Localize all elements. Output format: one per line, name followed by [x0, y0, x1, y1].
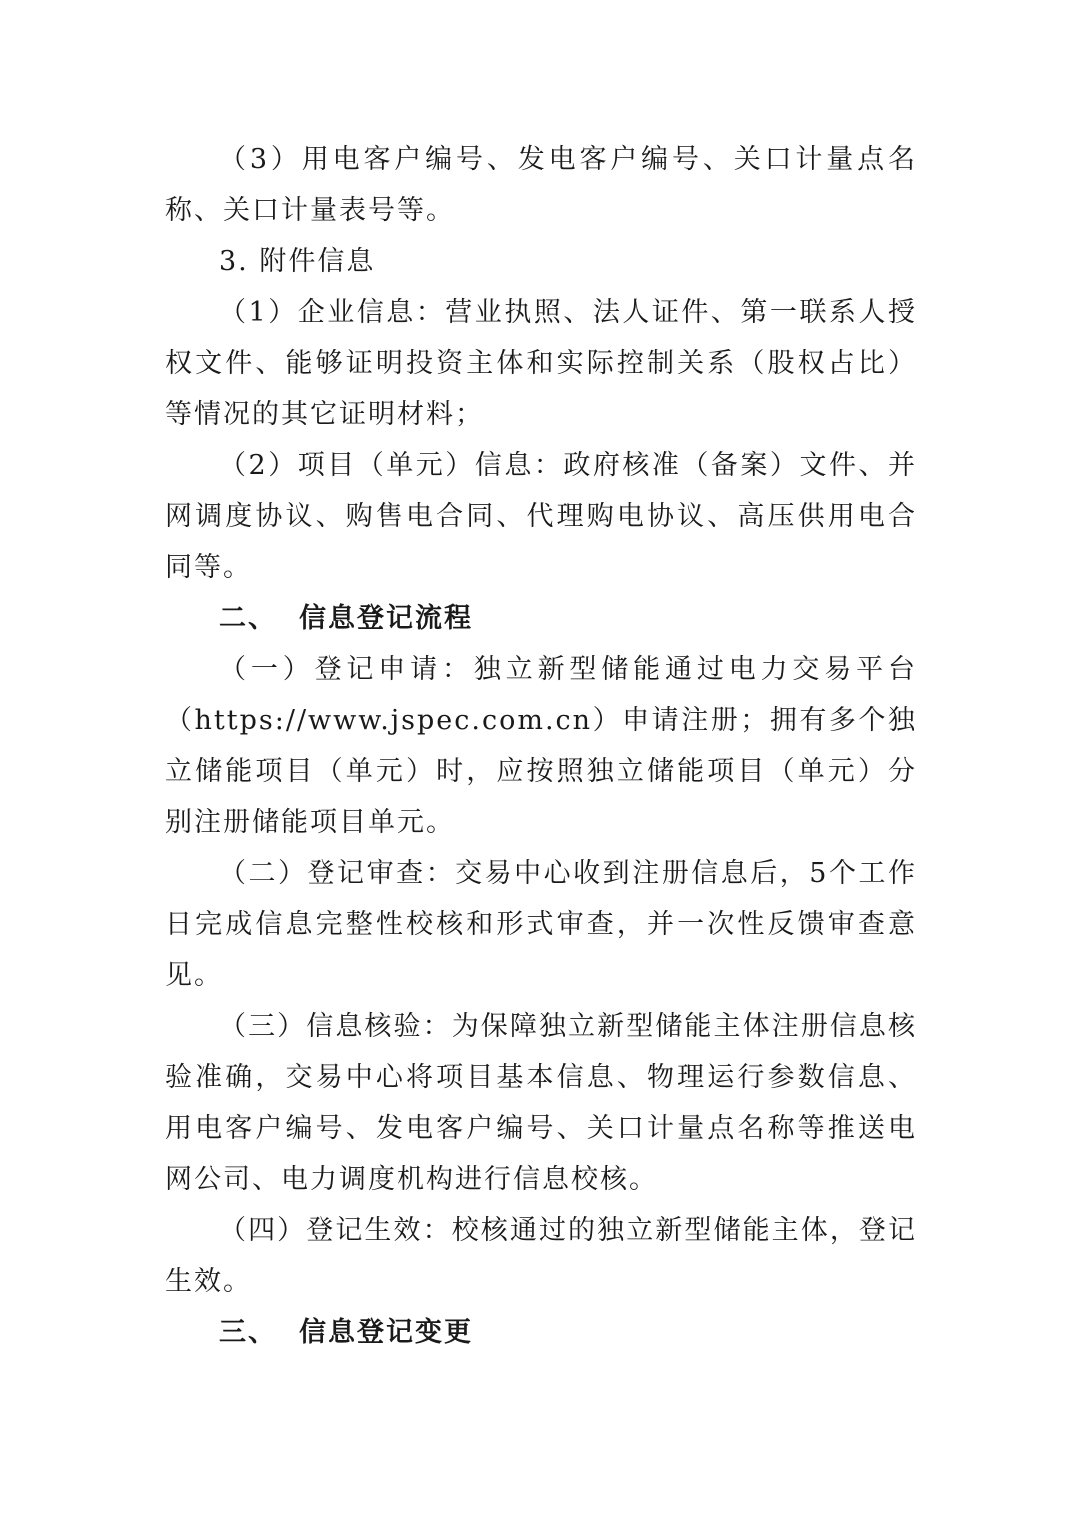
- paragraph-metering-ids: （3）用电客户编号、发电客户编号、关口计量点名称、关口计量表号等。: [165, 144, 917, 226]
- section-number: 二、: [219, 603, 277, 634]
- paragraph-information-verification: （三）信息核验：为保障独立新型储能主体注册信息核验准确，交易中心将项目基本信息、物理运行参数信息、用电客户编号、发电客户编号、关口计量点名称等推送电网公司、电力调度机构进行信息校核。: [165, 1011, 917, 1195]
- document-body: [165, 134, 917, 1358]
- section-heading-registration-process: [165, 593, 917, 644]
- subheading-attachment-info: 3. 附件信息: [219, 246, 376, 277]
- paragraph-registration-application: （一）登记申请：独立新型储能通过电力交易平台（https://www.jspec.com.cn）申请注册；拥有多个独立储能项目（单元）时，应按照独立储能项目（单元）分别注册储能项目单元。: [165, 654, 917, 838]
- paragraph-project-info: （2）项目（单元）信息：政府核准（备案）文件、并网调度协议、购售电合同、代理购电协议、高压供用电合同等。: [165, 450, 917, 583]
- paragraph-registration-review: （二）登记审查：交易中心收到注册信息后，5个工作日完成信息完整性校核和形式审查，并一次性反馈审查意见。: [165, 858, 917, 991]
- section-number: 三、: [219, 1317, 277, 1348]
- section-heading-registration-change: [165, 1307, 917, 1358]
- section-title: 信息登记变更: [299, 1317, 473, 1348]
- section-title: 信息登记流程: [299, 603, 473, 634]
- paragraph-registration-effective: （四）登记生效：校核通过的独立新型储能主体，登记生效。: [165, 1215, 917, 1297]
- paragraph-enterprise-info: （1）企业信息：营业执照、法人证件、第一联系人授权文件、能够证明投资主体和实际控制关系（股权占比）等情况的其它证明材料；: [165, 297, 917, 430]
